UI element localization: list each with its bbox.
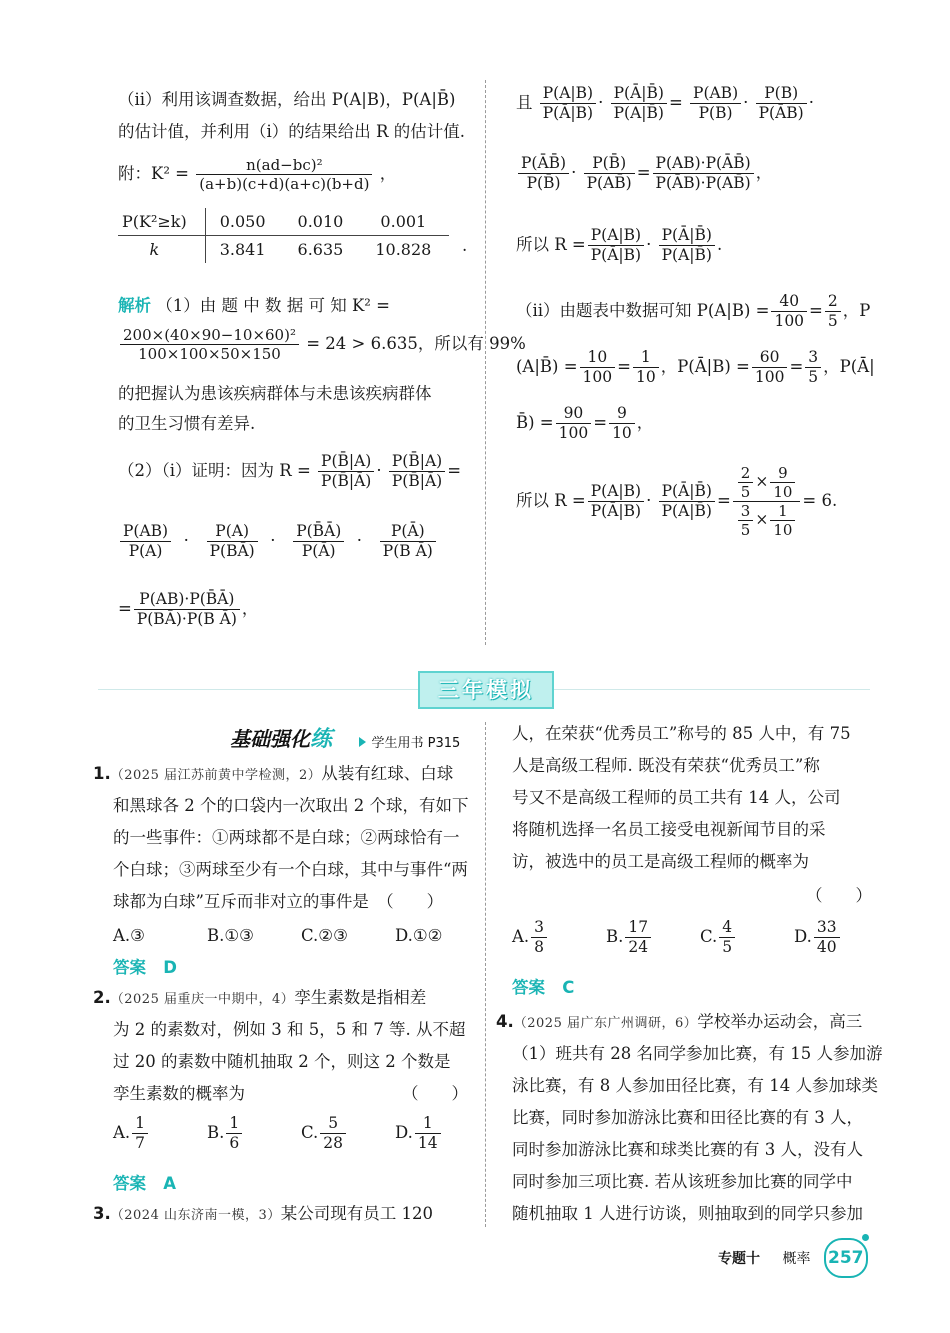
text-line: 为 2 的素数对，例如 3 和 5，5 和 7 等. 从不超: [113, 1020, 466, 1039]
option-a: A. $\frac{3}{8}$: [512, 918, 606, 957]
table-header: 0.001: [361, 208, 449, 236]
table-period: .: [462, 236, 468, 255]
q1-answer: 答案 D: [113, 958, 177, 977]
right-line-6: B̄) = $\frac{90}{100}$ = $\frac{9}{10}$ ，: [516, 404, 654, 442]
jiexi-line-5: （2）（ⅰ）证明：因为 R = $\frac{P(B̄|A)}{P(B̄|Ā)}$ · $\frac{P(B̄|A)}{P(B̄|Ā)}$ =: [118, 452, 462, 490]
section-ref: 学生用书 P315: [371, 736, 461, 751]
answer-paren: （ ）: [806, 886, 872, 905]
section-header: [230, 722, 460, 750]
option-d: D. $\frac{1}{14}$: [395, 1114, 489, 1153]
table-cell: 6.635: [297, 240, 344, 259]
footer-topic: 专题十: [718, 1251, 760, 1267]
jiexi-line-1: 解析 （1）由 题 中 数 据 可 知 K² =: [118, 296, 390, 315]
question-source: （2025 届江苏前黄中学检测，2）: [110, 768, 322, 783]
text-line: 的估计值，并利用（ⅰ）的结果给出 R 的估计值.: [118, 122, 465, 141]
text-line: 访，被选中的员工是高级工程师的概率为: [512, 852, 809, 871]
option-c: C. $\frac{4}{5}$: [700, 918, 794, 957]
text-line: 泳比赛，有 8 人参加田径比赛，有 14 人参加球类: [512, 1076, 878, 1095]
question-source: （2025 届重庆一中期中，4）: [110, 992, 295, 1007]
section-title-accent: 练: [310, 727, 333, 752]
text-line: 的一些事件：①两球都不是白球；②两球恰有一: [113, 828, 460, 847]
table-header: 0.050: [205, 208, 283, 236]
column-divider: [485, 80, 486, 645]
q1-line-1: 1.（2025 届江苏前黄中学检测，2）从装有红球、白球: [93, 764, 454, 783]
right-bottom-column: [496, 722, 883, 1232]
text-line: 的把握认为患该疾病群体与未患该疾病群体: [118, 384, 432, 403]
text-line: 将随机选择一名员工接受电视新闻节目的采: [512, 820, 826, 839]
text-line: 的卫生习惯有差异.: [118, 414, 256, 433]
section-title: 基础强化: [230, 727, 310, 751]
text-line: 同时参加游泳比赛和球类比赛的有 3 人，没有人: [512, 1140, 863, 1159]
table-cell: 3.841: [219, 240, 266, 259]
section-banner: [98, 671, 870, 707]
table-cell: 10.828: [375, 240, 432, 259]
dot-icon: [862, 1234, 869, 1241]
banner-title: 三年模拟: [418, 671, 554, 709]
table-cell: k: [118, 236, 205, 264]
jiexi-label: 解析: [118, 296, 151, 315]
column-divider: [485, 722, 486, 1227]
jiexi-line-6: $\frac{P(AB)}{P(A)}$ · $\frac{P(A)}{P(BĀ)}$ · $\frac{P(B̄Ā)}{P(Ā)}$ · $\frac{P(Ā)}{\text{P(B Ā)}}$: [118, 522, 438, 561]
option-b: B.①③: [207, 926, 254, 945]
q2-line-4: 孪生素数的概率为 （ ）: [113, 1084, 468, 1103]
q2-options: [113, 1114, 489, 1153]
page-footer: [718, 1238, 868, 1278]
complex-fraction: $\frac{2}{5}$ × $\frac{9}{10}$ $\frac{3}{5}$ × $\frac{1}{10}$: [733, 464, 801, 539]
question-number: 3.: [93, 1204, 111, 1223]
left-bottom-column: [93, 762, 478, 1232]
text-line: （ⅱ）利用该调查数据，给出 P(A|B)，P(A|B̄): [118, 90, 456, 109]
text-line: 个白球；③两球至少有一个白球，其中与事件“两: [113, 860, 468, 879]
option-d: D.①②: [395, 926, 443, 945]
page-number: 257: [824, 1238, 868, 1278]
q4-line-1: 4.（2025 届广东广州调研，6）学校举办运动会，高三: [496, 1012, 863, 1031]
question-number: 1.: [93, 764, 111, 783]
question-source: （2025 届广东广州调研，6）: [513, 1016, 698, 1031]
text-line: 人是高级工程师. 既没有荣获“优秀员工”称: [512, 756, 820, 775]
right-line-5: (A|B̄) = $\frac{10}{100}$ = $\frac{1}{10}$ ，P(Ā|B) = $\frac{60}{100}$ = $\frac{3}{5}$ ，P(Ā|: [516, 348, 875, 386]
option-b: B. $\frac{1}{6}$: [207, 1114, 301, 1153]
text-line: 人，在荣获“优秀员工”称号的 85 人中，有 75: [512, 724, 851, 743]
text-line: 号又不是高级工程师的员工共有 14 人，公司: [512, 788, 841, 807]
text-line: 和黑球各 2 个的口袋内一次取出 2 个球，有如下: [113, 796, 469, 815]
q1-options: [113, 924, 489, 948]
option-c: C.②③: [301, 926, 348, 945]
triangle-icon: [359, 737, 366, 747]
right-line-3: 所以 R = $\frac{P(A|B)}{P(Ā|B)}$ · $\frac{P(Ā|B̄)}{P(A|B̄)}$ .: [516, 226, 723, 264]
option-b: B. $\frac{17}{24}$: [606, 918, 700, 957]
question-number: 2.: [93, 988, 111, 1007]
table-header: P(K²≥k): [118, 208, 205, 236]
right-top-column: [516, 84, 876, 574]
option-a: A.③: [113, 926, 145, 945]
option-d: D. $\frac{33}{40}$: [794, 918, 888, 957]
right-line-4: （ⅱ）由题表中数据可知 P(A|B) = $\frac{40}{100}$ = $\frac{2}{5}$ ，P: [516, 292, 871, 330]
q3-line-1: 3.（2024 山东济南一模，3）某公司现有员工 120: [93, 1204, 433, 1223]
text-line: 过 20 的素数中随机抽取 2 个，则这 2 个数是: [113, 1052, 451, 1071]
right-line-1: 且 $\frac{P(A|B)}{P(Ā|B)}$ · $\frac{P(Ā|B̄)}{P(A|B̄)}$ = $\frac{P(AB)}{P(B)}$ · $\frac{P(B)}{P(ĀB)}$ ·: [516, 84, 814, 122]
right-line-7: 所以 R = $\frac{P(A|B)}{P(Ā|B)}$ · $\frac{P(Ā|B̄)}{P(A|B̄)}$ = $\frac{2}{5}$ × $\frac{9}{10}$ $\frac{3}{5}$ × $\frac{1}{10}$ = 6.: [516, 464, 838, 539]
q3-options: [512, 918, 888, 957]
q2-line-1: 2.（2025 届重庆一中期中，4）孪生素数是指相差: [93, 988, 427, 1007]
table-header: 0.010: [284, 208, 362, 236]
text-line: （1）班共有 28 名同学参加比赛，有 15 人参加游: [512, 1044, 883, 1063]
footer-chapter: 概率: [782, 1251, 811, 1267]
text-line: 同时参加三项比赛. 若从该班参加比赛的同学中: [512, 1172, 853, 1191]
right-line-2: $\frac{P(ĀB̄)}{P(B̄)}$ · $\frac{P(B̄)}{P(AB̄)}$ = $\frac{P(AB)\cdot P(ĀB̄)}{P(ĀB)\cdot P(AB̄)}$ ，: [516, 154, 772, 193]
jiexi-line-2: $\frac{\text{200×(40×90−10×60)²}}{100\times 100\times 50\times 150}$ = 24 > 6.635，所以有 99%: [118, 326, 526, 363]
q3-answer: 答案 C: [512, 978, 575, 997]
option-a: A. $\frac{1}{7}$: [113, 1114, 207, 1153]
question-source: （2024 山东济南一模，3）: [110, 1208, 281, 1223]
q2-answer: 答案 A: [113, 1174, 177, 1193]
option-c: C. $\frac{5}{28}$: [301, 1114, 395, 1153]
text-line: 比赛，同时参加游泳比赛和田径比赛的有 3 人，: [512, 1108, 863, 1127]
left-top-column: [118, 88, 526, 648]
text-line: 球都为白球”互斥而非对立的事件是 （ ）: [113, 892, 444, 911]
text-line: 随机抽取 1 人进行访谈，则抽取到的同学只参加: [512, 1204, 863, 1223]
question-number: 4.: [496, 1012, 514, 1031]
jiexi-line-7: = $\frac{P(AB)\cdot P(B̄Ā)}{\text{P(BĀ)·P(B Ā)}}$ ，: [118, 590, 259, 628]
formula-k2: 附：K² = $\frac{\text{n(ad−bc)²}}{(a+b)(c+d)(a+c)(b+d)}$ ，: [118, 156, 397, 193]
k2-table: [118, 208, 449, 263]
